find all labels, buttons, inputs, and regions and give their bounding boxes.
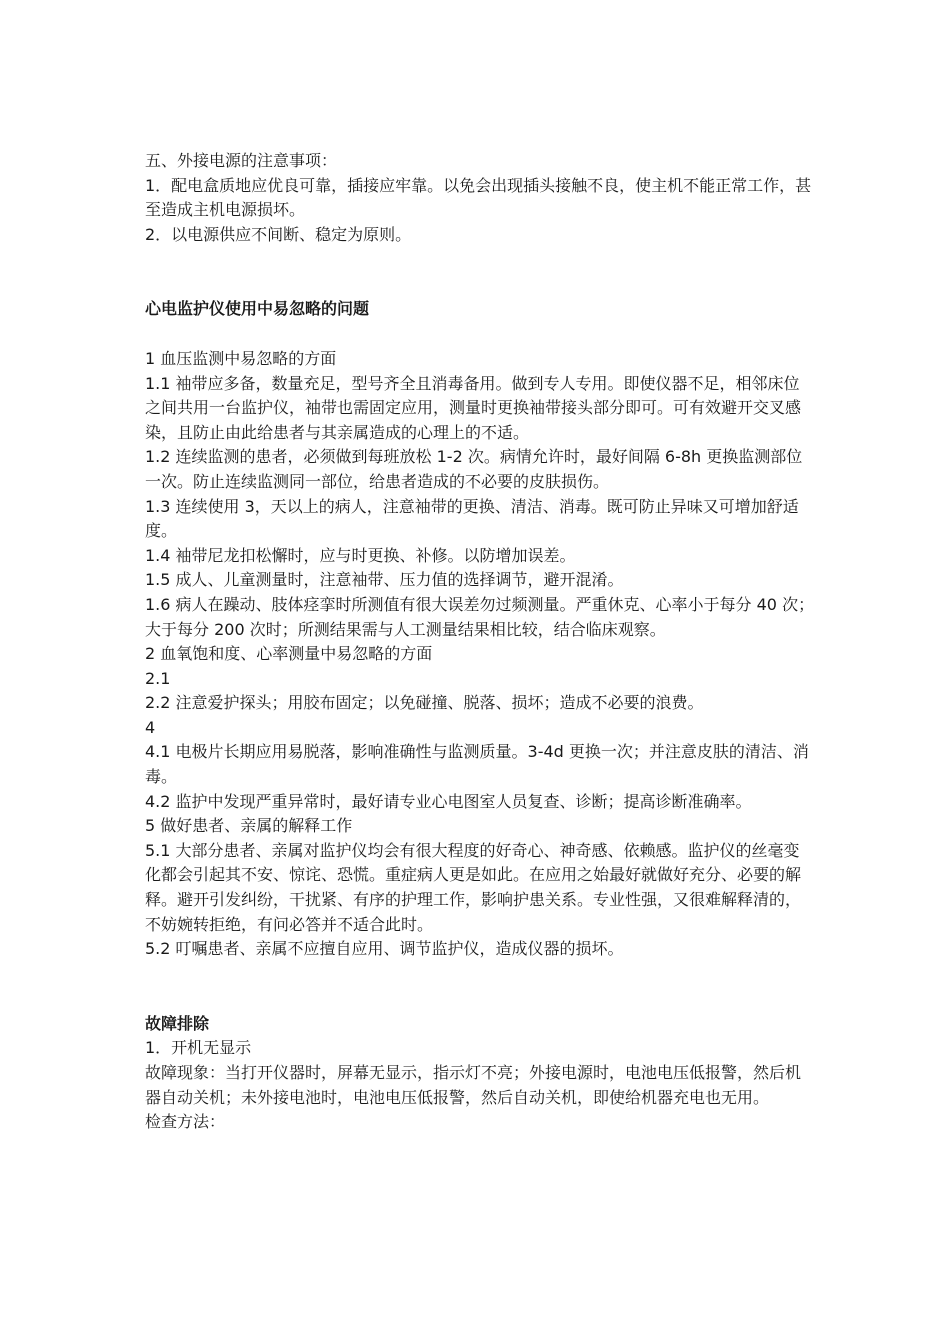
section5-item-2: 2．以电源供应不间断、稳定为原则。 bbox=[145, 224, 412, 244]
problems-para-2-1: 2.1 bbox=[145, 668, 171, 688]
problems-para-1-4: 1.4 袖带尼龙扣松懈时，应与时更换、补修。以防增加误差。 bbox=[145, 545, 576, 565]
spacer bbox=[145, 322, 815, 347]
problems-para-1-3: 1.3 连续使用 3，天以上的病人，注意袖带的更换、清洁、消毒。既可防止异味又可增加舒适度。 bbox=[145, 496, 799, 541]
troubleshoot-phenomenon: 故障现象：当打开仪器时，屏幕无显示，指示灯不亮；外接电源时，电池电压低报警，然后机器自动关机；未外接电池时，电池电压低报警，然后自动关机，即使给机器充电也无用。 bbox=[145, 1063, 802, 1107]
problems-para-4-2: 4.2 监护中发现严重异常时，最好请专业心电图室人员复查、诊断；提高诊断准确率。 bbox=[145, 791, 752, 811]
document-page bbox=[145, 149, 815, 1135]
section5-title: 五、外接电源的注意事项： bbox=[145, 151, 338, 170]
problems-para-4-1: 4.1 电极片长期应用易脱落，影响准确性与监测质量。3-4d 更换一次；并注意皮肤的清洁、消毒。 bbox=[145, 742, 809, 787]
spacer bbox=[145, 962, 815, 1012]
problems-para-1: 1 血压监测中易忽略的方面 bbox=[145, 348, 337, 368]
problems-para-1-6: 1.6 病人在躁动、肢体痉挛时所测值有很大误差勿过频测量。严重休克、心率小于每分 40 次；大于每分 200 次时；所测结果需与人工测量结果相比较，结合临床观察。 bbox=[145, 594, 815, 639]
problems-para-5: 5 做好患者、亲属的解释工作 bbox=[145, 816, 353, 836]
troubleshoot-item-1: 1．开机无显示 bbox=[145, 1038, 252, 1058]
problems-para-5-1: 5.1 大部分患者、亲属对监护仪均会有很大程度的好奇心、神奇感、依赖感。监护仪的丝毫变化都会引起其不安、惊诧、恐慌。重症病人更是如此。在应用之始最好就做好充分、必要的解释。避开引发纠纷，干扰紧、有序的护理工作，影响护患关系。专业性强，又很难解释清的，不妨婉转拒绝，有问必答并不适合此时。 bbox=[145, 840, 802, 934]
problems-para-1-5: 1.5 成人、儿童测量时，注意袖带、压力值的选择调节，避开混淆。 bbox=[145, 570, 624, 590]
problems-heading: 心电监护仪使用中易忽略的问题 bbox=[145, 299, 370, 319]
section5-item-1: 1．配电盒质地应优良可靠，插接应牢靠。以免会出现插头接触不良，使主机不能正常工作，甚至造成主机电源损坏。 bbox=[145, 175, 812, 220]
problems-para-4: 4 bbox=[145, 717, 156, 737]
troubleshoot-method: 检查方法： bbox=[145, 1112, 226, 1132]
problems-para-2: 2 血氧饱和度、心率测量中易忽略的方面 bbox=[145, 644, 433, 664]
troubleshoot-heading: 故障排除 bbox=[145, 1013, 210, 1033]
problems-para-1-1: 1.1 袖带应多备，数量充足，型号齐全且消毒备用。做到专人专用。即使仪器不足，相邻床位之间共用一台监护仪，袖带也需固定应用，测量时更换袖带接头部分即可。可有效避开交叉感染，且防止由此给患者与其亲属造成的心理上的不适。 bbox=[145, 373, 802, 442]
spacer bbox=[145, 247, 815, 297]
problems-para-1-2: 1.2 连续监测的患者，必须做到每班放松 1-2 次。病情允许时，最好间隔 6-8h 更换监测部位一次。防止连续监测同一部位，给患者造成的不必要的皮肤损伤。 bbox=[145, 447, 803, 491]
problems-para-5-2: 5.2 叮嘱患者、亲属不应擅自应用、调节监护仪，造成仪器的损坏。 bbox=[145, 939, 624, 959]
problems-para-2-2: 2.2 注意爱护探头；用胶布固定；以免碰撞、脱落、损坏；造成不必要的浪费。 bbox=[145, 693, 704, 713]
